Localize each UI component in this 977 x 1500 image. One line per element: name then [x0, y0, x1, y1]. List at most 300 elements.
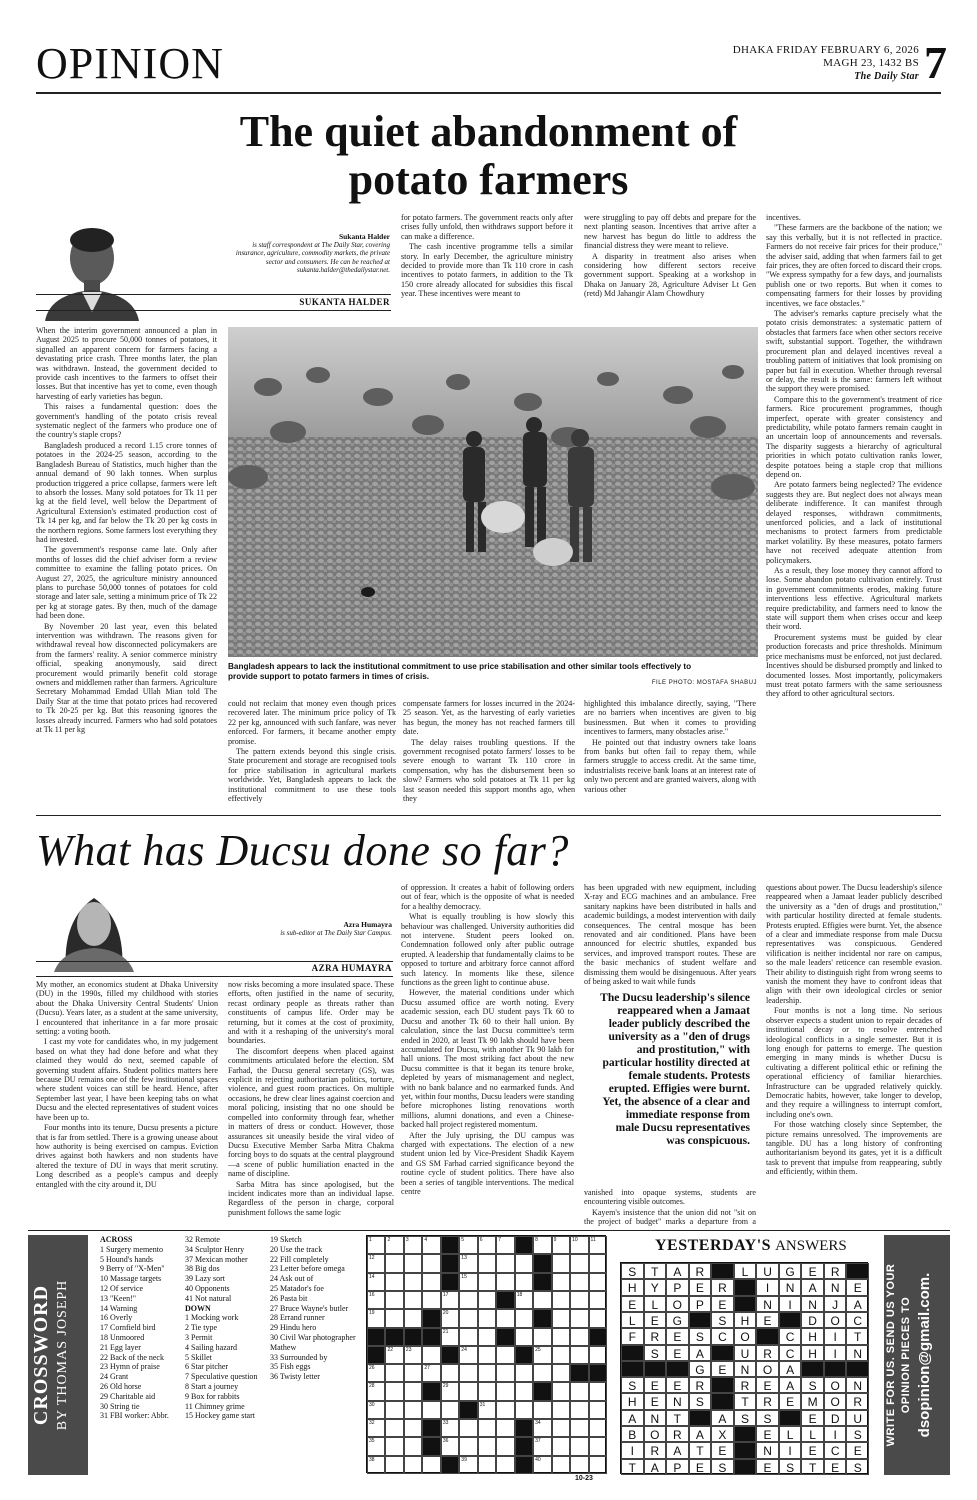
- grid-cell[interactable]: [478, 1328, 496, 1346]
- article2-headline: What has Ducsu done so far?: [36, 826, 569, 875]
- answer-cell: C: [846, 1312, 869, 1328]
- answer-cell: S: [779, 1459, 802, 1475]
- grid-cell[interactable]: [496, 1254, 514, 1272]
- answer-block: [824, 1361, 847, 1377]
- clue: 22 Fill completely: [270, 1254, 329, 1264]
- grid-cell[interactable]: [441, 1328, 459, 1346]
- grid-cell[interactable]: [496, 1346, 514, 1364]
- grid-cell[interactable]: [478, 1401, 496, 1419]
- cell-number: 14: [369, 1273, 375, 1280]
- grid-cell[interactable]: [441, 1309, 459, 1327]
- grid-cell[interactable]: [570, 1437, 588, 1455]
- grid-cell[interactable]: [496, 1364, 514, 1382]
- grid-cell[interactable]: [441, 1291, 459, 1309]
- grid-cell[interactable]: [385, 1346, 403, 1364]
- crossword-divider: [28, 1230, 950, 1231]
- grid-cell[interactable]: [367, 1382, 385, 1400]
- paragraph: Kayem's insistence that the union did not "sit on the project of budget" marks a departure from a: [584, 1207, 756, 1227]
- grid-cell[interactable]: [496, 1419, 514, 1437]
- answer-cell: P: [689, 1296, 712, 1312]
- grid-cell[interactable]: [441, 1401, 459, 1419]
- answer-cell: N: [756, 1296, 779, 1312]
- answer-cell: N: [846, 1377, 869, 1393]
- grid-cell[interactable]: [570, 1419, 588, 1437]
- grid-cell[interactable]: [552, 1437, 570, 1455]
- grid-cell[interactable]: [459, 1437, 477, 1455]
- clue: 28 Errand runner: [270, 1313, 325, 1323]
- answer-cell: E: [689, 1459, 712, 1475]
- clue: 15 Hockey game start: [185, 1411, 255, 1421]
- answer-cell: I: [756, 1279, 779, 1295]
- grid-block: [589, 1364, 607, 1382]
- grid-cell[interactable]: [515, 1382, 533, 1400]
- grid-cell[interactable]: [515, 1364, 533, 1382]
- grid-cell[interactable]: [478, 1437, 496, 1455]
- grid-cell[interactable]: [367, 1364, 385, 1382]
- grid-cell[interactable]: [404, 1401, 422, 1419]
- grid-cell[interactable]: [404, 1364, 422, 1382]
- grid-cell[interactable]: [533, 1346, 551, 1364]
- grid-cell[interactable]: [552, 1346, 570, 1364]
- grid-cell[interactable]: [552, 1401, 570, 1419]
- grid-cell[interactable]: [367, 1401, 385, 1419]
- grid-cell[interactable]: [589, 1419, 607, 1437]
- grid-cell[interactable]: [385, 1236, 403, 1254]
- article1-bottom-col4: [584, 699, 756, 804]
- grid-cell[interactable]: [570, 1254, 588, 1272]
- paragraph: Sarba Mitra has since apologised, but the incident indicates more than an individual lapse. Regardless of the person in charge, corporal punishment follows the same logic: [228, 1179, 394, 1217]
- answer-cell: S: [689, 1393, 712, 1409]
- grid-cell[interactable]: [570, 1328, 588, 1346]
- grid-cell[interactable]: [404, 1419, 422, 1437]
- grid-cell[interactable]: [570, 1236, 588, 1254]
- grid-cell[interactable]: [496, 1401, 514, 1419]
- grid-cell[interactable]: [496, 1437, 514, 1455]
- answer-cell: E: [711, 1442, 734, 1458]
- grid-block: [422, 1328, 440, 1346]
- puzzle-id: 10-23: [575, 1475, 593, 1482]
- answer-block: [711, 1345, 734, 1361]
- article1-col1: [36, 326, 217, 796]
- cell-number: 4: [424, 1237, 428, 1243]
- paragraph: The delay raises troubling questions. If the government recognised potato farmers' losses to be severe enough to warrant Tk 110 crore in compensation, why has the disbursement been so slow? Farmers who sold potatoes at Tk 11 per kg last season needed this support months ago, when they: [403, 737, 575, 804]
- grid-block: [533, 1254, 551, 1272]
- paragraph: Bangladesh produced a record 1.15 crore tonnes of potatoes in the 2024-25 season, according to the Bangladesh Bureau of Statistics, much higher than the annual demand of 90 lakh tonnes. When surplus production triggered a price collapse, farmers were left to absorb the losses. Many sold potatoes for Tk 11 per kg at the field level, well below the Department of Agricultural Extension's estimated production cost of Tk 14 per kg, and far below the Tk 20 per kg costs in the northern regions. Some farmers lost everything they had invested.: [36, 440, 217, 544]
- cell-number: 10: [572, 1237, 578, 1243]
- masthead-rule: [36, 92, 941, 94]
- grid-cell[interactable]: [367, 1309, 385, 1327]
- answer-cell: S: [621, 1263, 644, 1279]
- answer-cell: N: [801, 1296, 824, 1312]
- answer-cell: E: [644, 1312, 667, 1328]
- answer-cell: M: [801, 1393, 824, 1409]
- byline2-rule-bottom: [36, 976, 393, 977]
- paragraph: for potato farmers. The government reacts only after crises fully unfold, then withdraws support before it can make a difference.: [401, 213, 573, 241]
- grid-cell[interactable]: [552, 1419, 570, 1437]
- grid-cell[interactable]: [404, 1437, 422, 1455]
- grid-cell[interactable]: [589, 1309, 607, 1327]
- grid-cell[interactable]: [422, 1236, 440, 1254]
- answer-block: [711, 1377, 734, 1393]
- grid-cell[interactable]: [533, 1291, 551, 1309]
- grid-cell[interactable]: [367, 1273, 385, 1291]
- grid-cell[interactable]: [459, 1236, 477, 1254]
- grid-cell[interactable]: [367, 1437, 385, 1455]
- grid-cell[interactable]: [570, 1291, 588, 1309]
- grid-cell[interactable]: [552, 1273, 570, 1291]
- grid-cell[interactable]: [533, 1236, 551, 1254]
- grid-cell[interactable]: [533, 1419, 551, 1437]
- grid-cell[interactable]: [533, 1328, 551, 1346]
- answer-cell: T: [621, 1459, 644, 1475]
- answer-block: [711, 1263, 734, 1279]
- date-block: [733, 44, 919, 83]
- grid-cell[interactable]: [459, 1364, 477, 1382]
- grid-cell[interactable]: [385, 1419, 403, 1437]
- grid-cell[interactable]: [459, 1291, 477, 1309]
- article1-bottom-col2: [228, 699, 396, 804]
- grid-cell[interactable]: [552, 1364, 570, 1382]
- grid-cell[interactable]: [385, 1382, 403, 1400]
- grid-cell[interactable]: [515, 1291, 533, 1309]
- grid-cell[interactable]: [422, 1291, 440, 1309]
- grid-cell[interactable]: [441, 1364, 459, 1382]
- grid-cell[interactable]: [478, 1273, 496, 1291]
- clue: 1 Mocking work: [185, 1313, 239, 1323]
- answer-cell: A: [779, 1361, 802, 1377]
- grid-cell[interactable]: [404, 1309, 422, 1327]
- grid-cell[interactable]: [478, 1364, 496, 1382]
- cell-number: 18: [516, 1291, 523, 1298]
- grid-cell[interactable]: [496, 1382, 514, 1400]
- grid-cell[interactable]: [422, 1364, 440, 1382]
- paragraph: By November 20 last year, even this belated intervention was withdrawn. The reasons given for withdrawal reveal how disconnected policymakers are from the farmers' reality. A senior commerce ministry official, speaking anonymously, said direct procurement would primarily benefit cold storage owners and middlemen rather than farmers. Agriculture Secretary Mohammad Emdad Ullah Mian told The Daily Star at the time that potato prices had recovered to Tk 20-25 per kg. But this reasoning ignores the losses already incurred. Farmers who had sold potatoes at Tk 11 per kg: [36, 621, 217, 735]
- answer-cell: Y: [644, 1279, 667, 1295]
- crossword-banner-text: [28, 1235, 88, 1475]
- paragraph: vanished into opaque systems, students are encountering visible outcomes.: [584, 1188, 756, 1207]
- answer-cell: O: [666, 1296, 689, 1312]
- grid-cell[interactable]: [422, 1456, 440, 1474]
- cell-number: 35: [369, 1438, 375, 1445]
- answer-cell: O: [824, 1312, 847, 1328]
- answer-cell: O: [734, 1328, 757, 1344]
- grid-cell[interactable]: [589, 1291, 607, 1309]
- article1-col-right: [766, 213, 942, 808]
- clue: 9 Berry of "X-Men": [100, 1264, 165, 1274]
- answer-cell: T: [846, 1328, 869, 1344]
- grid-cell[interactable]: [404, 1456, 422, 1474]
- grid-cell[interactable]: [478, 1236, 496, 1254]
- paragraph: Compare this to the government's treatment of rice farmers. Rice procurement programmes, though imperfect, operate with greater consistency and predictability, while potato farmers remain caught in an uncertain loop of announcements and reversals. The disparity suggests a hierarchy of agricultural priorities in which potato cultivation ranks lower, despite potatoes being a staple crop that millions depend on.: [766, 394, 942, 479]
- cell-number: 3: [405, 1237, 409, 1243]
- grid-cell[interactable]: [515, 1273, 533, 1291]
- grid-cell[interactable]: [404, 1236, 422, 1254]
- grid-block: [496, 1328, 514, 1346]
- cell-number: 11: [590, 1237, 596, 1243]
- answer-cell: P: [666, 1459, 689, 1475]
- paragraph: As a result, they lose money they cannot afford to lose. Some abandon potato cultivation entirely. Trust in government commitments erodes, making future interventions less effective. Agricultural markets require predictability, and farmers need to know the state will support them when crises occur and keep their word.: [766, 566, 942, 632]
- clue: 4 Sailing hazard: [185, 1342, 237, 1352]
- answer-cell: N: [756, 1442, 779, 1458]
- grid-cell[interactable]: [570, 1309, 588, 1327]
- answer-cell: E: [824, 1459, 847, 1475]
- answer-cell: L: [621, 1312, 644, 1328]
- section-divider: [36, 815, 941, 816]
- grid-block: [385, 1328, 403, 1346]
- grid-cell[interactable]: [533, 1364, 551, 1382]
- cell-number: 5: [461, 1237, 465, 1243]
- grid-cell[interactable]: [459, 1419, 477, 1437]
- grid-cell[interactable]: [570, 1456, 588, 1474]
- grid-cell[interactable]: [589, 1254, 607, 1272]
- cell-number: 22: [387, 1346, 394, 1353]
- clue: 14 Warning: [100, 1303, 138, 1313]
- grid-cell[interactable]: [478, 1382, 496, 1400]
- clue: 20 Use the track: [270, 1244, 323, 1254]
- paragraph: This raises a fundamental question: does the government's handling of the potato crisis reveal systematic neglect of the farmers who produce one of the country's staple crops?: [36, 402, 217, 440]
- grid-cell[interactable]: [478, 1346, 496, 1364]
- clue: 9 Box for rabbits: [185, 1391, 240, 1401]
- byline2-rule: [36, 961, 393, 962]
- grid-cell[interactable]: [422, 1273, 440, 1291]
- clue: 1 Surgery memento: [100, 1244, 163, 1254]
- answer-cell: R: [689, 1263, 712, 1279]
- grid-block: [441, 1236, 459, 1254]
- answer-cell: N: [644, 1410, 667, 1426]
- answer-cell: C: [824, 1442, 847, 1458]
- clue: 10 Massage targets: [100, 1274, 162, 1284]
- grid-cell[interactable]: [570, 1401, 588, 1419]
- grid-block: [422, 1419, 440, 1437]
- grid-cell[interactable]: [589, 1437, 607, 1455]
- grid-cell[interactable]: [385, 1291, 403, 1309]
- clue: 41 Not natural: [185, 1293, 232, 1303]
- author-name: Sukanta Halder: [338, 232, 390, 241]
- answers-title-bold: YESTERDAY'S: [655, 1237, 772, 1254]
- answer-cell: J: [824, 1296, 847, 1312]
- grid-cell[interactable]: [404, 1346, 422, 1364]
- paragraph: has been upgraded with new equipment, including X-ray and ECG machines and an ambulance. Free sanitary napkins have been distributed in halls and academic buildings, a modest intervention with daily consequences. The central mosque has been renovated and air conditioned. Plans have been announced for electric shuttles, expanded bus services, and improved transport routes. These are the basic mechanics of student welfare and dismissing them would be disingenuous. After years of being asked to wait while funds: [584, 883, 756, 987]
- grid-cell[interactable]: [570, 1273, 588, 1291]
- paragraph: Four months is not a long time. No serious observer expects a student union to repair decades of institutional decay or to resolve entrenched ideological conflicts in a single semester. But it is long enough for patterns to emerge. The question emerging in many minds is whether Ducsu is cultivating a different political ethic or refining the operational efficiency of familiar hierarchies. Infrastructure can be upgraded relatively quickly. Democratic habits, however, take longer to develop, and they require a willingness to interrupt comfort, including one's own.: [766, 1006, 942, 1119]
- answer-cell: G: [689, 1361, 712, 1377]
- grid-cell[interactable]: [422, 1401, 440, 1419]
- grid-cell[interactable]: [422, 1254, 440, 1272]
- answer-cell: U: [734, 1345, 757, 1361]
- grid-cell[interactable]: [459, 1346, 477, 1364]
- grid-cell[interactable]: [459, 1328, 477, 1346]
- article1-bottom-col3: [403, 699, 575, 804]
- grid-cell[interactable]: [552, 1291, 570, 1309]
- clue: 35 Fish eggs: [270, 1362, 311, 1372]
- cell-number: 6: [479, 1237, 483, 1243]
- answer-cell: A: [666, 1442, 689, 1458]
- cell-number: 19: [369, 1310, 375, 1317]
- grid-block: [533, 1382, 551, 1400]
- answer-cell: R: [644, 1328, 667, 1344]
- article2-col2: [228, 980, 394, 1225]
- paragraph: Are potato farmers being neglected? The evidence suggests they are. But neglect does not always mean deliberate indifference. It can manifest through delayed responses, withdrawn commitments, unenforced policies, and a lack of institutional mechanisms to protect farmers from predictable market volatility. By these measures, potato farmers have not received adequate attention from policymakers.: [766, 480, 942, 565]
- answer-cell: A: [621, 1410, 644, 1426]
- answer-cell: R: [644, 1442, 667, 1458]
- grid-cell[interactable]: [589, 1346, 607, 1364]
- grid-cell[interactable]: [589, 1382, 607, 1400]
- cell-number: 31: [479, 1401, 486, 1408]
- cell-number: 30: [369, 1401, 375, 1408]
- answer-cell: S: [621, 1377, 644, 1393]
- grid-cell[interactable]: [589, 1401, 607, 1419]
- grid-cell[interactable]: [533, 1437, 551, 1455]
- answer-cell: T: [734, 1393, 757, 1409]
- grid-cell[interactable]: [367, 1419, 385, 1437]
- answer-block: [621, 1345, 644, 1361]
- grid-cell[interactable]: [367, 1236, 385, 1254]
- answer-cell: L: [779, 1426, 802, 1442]
- grid-cell[interactable]: [533, 1401, 551, 1419]
- grid-cell[interactable]: [570, 1382, 588, 1400]
- grid-block: [441, 1273, 459, 1291]
- clue: 8 Start a journey: [185, 1381, 239, 1391]
- grid-cell[interactable]: [385, 1254, 403, 1272]
- grid-block: [422, 1382, 440, 1400]
- grid-cell[interactable]: [367, 1291, 385, 1309]
- grid-cell[interactable]: [459, 1254, 477, 1272]
- answer-cell: S: [711, 1459, 734, 1475]
- author-bio: is sub-editor at The Daily Star Campus.: [280, 929, 392, 937]
- grid-cell[interactable]: [459, 1309, 477, 1327]
- answer-block: [689, 1312, 712, 1328]
- grid-cell[interactable]: [404, 1382, 422, 1400]
- grid-cell[interactable]: [422, 1346, 440, 1364]
- grid-cell[interactable]: [533, 1456, 551, 1474]
- clue: 17 Cornfield bird: [100, 1323, 156, 1333]
- cell-number: 2: [387, 1237, 391, 1243]
- grid-cell[interactable]: [385, 1273, 403, 1291]
- answer-cell: A: [689, 1345, 712, 1361]
- grid-cell[interactable]: [478, 1456, 496, 1474]
- answer-cell: S: [711, 1312, 734, 1328]
- clue: 24 Grant: [100, 1372, 129, 1382]
- paragraph: Procurement systems must be guided by clear production forecasts and price thresholds. Minimum price mechanisms must be enforced, not just declared. Incentives should be disbursed promptly and linked to documented losses. Most importantly, policymakers must treat potato farmers with the same seriousness they afford to other agricultural sectors.: [766, 632, 942, 699]
- grid-block: [515, 1437, 533, 1455]
- paragraph: highlighted this imbalance directly, saying, "There are no barriers when incentives are given to big businessmen. But when it comes to providing incentives to farmers, many obstacles arise.": [584, 699, 756, 737]
- answer-cell: I: [824, 1328, 847, 1344]
- grid-cell[interactable]: [385, 1401, 403, 1419]
- grid-cell[interactable]: [515, 1254, 533, 1272]
- grid-cell[interactable]: [404, 1254, 422, 1272]
- paragraph: A disparity in treatment also arises when considering how different sectors receive government support. Speaking at a workshop in Dhaka on January 28, Agriculture Adviser Lt Gen (retd) Md Jahangir Alam Chowdhury: [584, 251, 756, 299]
- paragraph: "These farmers are the backbone of the nation; we say this verbally, but it is not reflected in practice. Farmers do not receive fair prices for their produce," the adviser said, adding that when farmers fail to get fair prices, they are often forced to discard their crops. "We express sympathy for a few days, and journalists publish one or two reports. But when it comes to compensating farmers for their losses by providing incentives, we face obstacles.": [766, 223, 942, 308]
- paragraph: What is equally troubling is how slowly this behaviour was challenged. University authorities did not intervene. Student peers looked on. Condemnation followed only after public outrage erupted. A leadership that fundamentally claims to be opposed to torture and arbitrary force cannot afford such latency. In moments like these, silence functions as the green light to continue abuse.: [401, 912, 574, 988]
- paragraph: My mother, an economics student at Dhaka University (DU) in the 1990s, filled my childhood with stories about the Dhaka University Central Students' Union (Ducsu). Years later, as a student at the same university, I encountered that inheritance in a far more prosaic setting: a voting booth.: [36, 980, 218, 1037]
- grid-cell[interactable]: [589, 1456, 607, 1474]
- answer-cell: G: [666, 1312, 689, 1328]
- grid-cell[interactable]: [441, 1437, 459, 1455]
- clue: 25 Matador's foe: [270, 1283, 324, 1293]
- paragraph: When the interim government announced a plan in August 2025 to procure 50,000 tonnes of potatoes, it signalled an apparent concern for farmers facing a devastating price crash. Three months later, the plan was withdrawn. Instead, the government decided to provide cash incentives to the farmers to offset their losses. But that incentive has yet to come, even though harvesting of early varieties has begun.: [36, 326, 217, 401]
- cell-number: 34: [535, 1420, 541, 1427]
- grid-cell[interactable]: [496, 1236, 514, 1254]
- grid-cell[interactable]: [515, 1401, 533, 1419]
- grid-cell[interactable]: [478, 1254, 496, 1272]
- grid-cell[interactable]: [478, 1309, 496, 1327]
- clue: 32 Remote: [185, 1235, 220, 1244]
- grid-cell[interactable]: [441, 1419, 459, 1437]
- answer-block: [779, 1312, 802, 1328]
- clue: 5 Hound's hands: [100, 1254, 153, 1264]
- submit-email[interactable]: dsopinion@gmail.com.: [916, 1272, 933, 1438]
- grid-cell[interactable]: [552, 1456, 570, 1474]
- grid-cell[interactable]: [478, 1419, 496, 1437]
- clue: 37 Mexican mother: [185, 1254, 248, 1264]
- answer-cell: O: [824, 1393, 847, 1409]
- grid-cell[interactable]: [552, 1254, 570, 1272]
- grid-cell[interactable]: [441, 1382, 459, 1400]
- author-info: [230, 232, 390, 275]
- grid-cell[interactable]: [385, 1309, 403, 1327]
- grid-cell[interactable]: [459, 1382, 477, 1400]
- answer-block: [734, 1459, 757, 1475]
- grid-cell[interactable]: [459, 1456, 477, 1474]
- article2-col4-bottom: [584, 1188, 756, 1228]
- answer-cell: X: [711, 1426, 734, 1442]
- photo-caption: Bangladesh appears to lack the institutional commitment to use price stabilisation and other similar tools effectively to provide support to potato farmers in times of crisis.: [228, 662, 692, 681]
- photo-credit: FILE PHOTO: MOSTAFA SHABUJ: [651, 680, 757, 686]
- answer-cell: F: [621, 1328, 644, 1344]
- grid-cell[interactable]: [459, 1273, 477, 1291]
- clue: 3 Permit: [185, 1332, 213, 1342]
- grid-cell[interactable]: [589, 1236, 607, 1254]
- cell-number: 16: [369, 1291, 375, 1298]
- answer-cell: E: [779, 1393, 802, 1409]
- answer-cell: S: [689, 1328, 712, 1344]
- clue: 6 Star pitcher: [185, 1362, 229, 1372]
- grid-cell[interactable]: [552, 1382, 570, 1400]
- grid-cell[interactable]: [570, 1346, 588, 1364]
- grid-cell[interactable]: [496, 1309, 514, 1327]
- grid-cell[interactable]: [552, 1328, 570, 1346]
- grid-cell[interactable]: [515, 1309, 533, 1327]
- grid-cell[interactable]: [404, 1291, 422, 1309]
- grid-cell[interactable]: [478, 1291, 496, 1309]
- crossword-grid[interactable]: [366, 1235, 606, 1473]
- paragraph: He pointed out that industry owners take loans from banks but often fail to repay them, while farmers struggle to access credit. At the same time, industrialists receive bank loans at an interest rate of only two percent and are granted waivers, along with various other: [584, 737, 756, 794]
- grid-cell[interactable]: [367, 1254, 385, 1272]
- grid-cell[interactable]: [385, 1437, 403, 1455]
- clue: 5 Skillet: [185, 1352, 212, 1362]
- grid-cell[interactable]: [496, 1273, 514, 1291]
- grid-block: [515, 1346, 533, 1364]
- clue: 29 Hindu hero: [270, 1323, 317, 1333]
- paragraph: incentives.: [766, 213, 801, 222]
- answer-cell: A: [846, 1296, 869, 1312]
- grid-cell[interactable]: [589, 1273, 607, 1291]
- grid-cell[interactable]: [552, 1309, 570, 1327]
- grid-cell[interactable]: [385, 1456, 403, 1474]
- grid-cell[interactable]: [515, 1328, 533, 1346]
- grid-cell[interactable]: [385, 1364, 403, 1382]
- grid-cell[interactable]: [552, 1236, 570, 1254]
- cell-number: 25: [535, 1346, 541, 1353]
- grid-cell[interactable]: [496, 1456, 514, 1474]
- clue: 18 Unmoored: [100, 1332, 145, 1342]
- grid-cell[interactable]: [404, 1273, 422, 1291]
- grid-block: [459, 1401, 477, 1419]
- grid-cell[interactable]: [367, 1456, 385, 1474]
- paragraph: However, the material conditions under which Ducsu assumed office are worth noting. Every academic session, each DU student pays Tk 60 to Ducsu and another Tk 60 to their hall union. By calculation, since the last Ducsu committee's term ended in 2020, at least Tk 90 lakh should have been accumulated for Ducsu, with another Tk 90 lakh for hall unions. The most striking fact about the new Ducsu committee is that it began its tenure broke, depleted by years of mismanagement and neglect, with no bank balance and no earmarked funds. And yet, within four months, Ducsu leaders were standing before microphones listing renovations worth millions, alumni donations, and even a Chinese-backed hall project registered momentum.: [401, 988, 574, 1130]
- clue: 40 Opponents: [185, 1283, 230, 1293]
- cell-number: 27: [424, 1365, 430, 1372]
